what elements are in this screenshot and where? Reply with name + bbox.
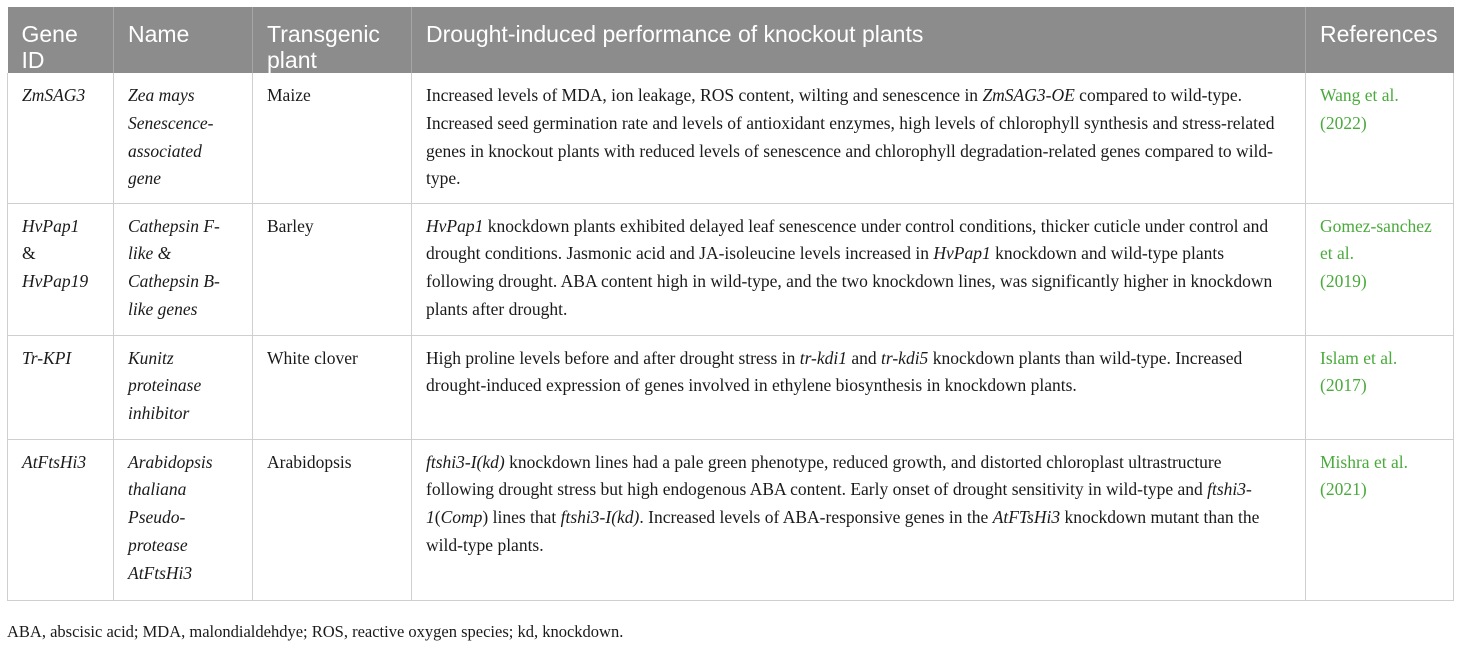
header-gene-id: Gene ID [8,7,114,73]
gene-id-cell: HvPap1 & HvPap19 [8,203,114,335]
transgenic-plant-cell: Maize [253,73,412,203]
table-footnote: ABA, abscisic acid; MDA, malondialdehdye; ROS, reactive oxygen species; kd, knockdown. [7,622,624,641]
reference-year: (2019) [1320,271,1367,292]
gene-id-cell: AtFtsHi3 [8,439,114,600]
reference-name: Mishra et al. [1320,451,1408,472]
gene-name-cell: Arabidopsis thaliana Pseudo-protease AtFtsHi3 [114,439,253,600]
reference-link[interactable] [1306,335,1454,439]
gene-name-cell: Zea mays Senescence-associated gene [114,73,253,203]
gene-name-cell: Cathepsin F-like & Cathepsin B-like genes [114,203,253,335]
performance-cell: High proline levels before and after drought stress in tr-kdi1 and tr-kdi5 knockdown plants than wild-type. Increased drought-induced expression of genes involved in ethylene biosynthesis in knockdown plants. [412,335,1306,439]
header-references: References [1306,7,1454,73]
table-row [8,439,1454,600]
reference-link[interactable] [1306,73,1454,203]
reference-year: (2022) [1320,112,1367,133]
transgenic-plant-cell: White clover [253,335,412,439]
table-row [8,335,1454,439]
header-transgenic-plant: Transgenic plant [253,7,412,73]
header-row [8,7,1454,73]
reference-link[interactable] [1306,439,1454,600]
gene-id-cell: Tr-KPI [8,335,114,439]
header-name: Name [114,7,253,73]
reference-name: Gomez-sanchez et al. [1320,215,1432,264]
performance-cell: Increased levels of MDA, ion leakage, ROS content, wilting and senescence in ZmSAG3-OE compared to wild-type. Increased seed germination rate and levels of antioxidant enzymes, high levels of chlorophyll synthesis and stress-related genes in knockout plants with reduced levels of senescence and chlorophyll degradation-related genes compared to wild-type. [412,73,1306,203]
header-performance: Drought-induced performance of knockout plants [412,7,1306,73]
reference-name: Wang et al. [1320,85,1399,105]
transgenic-plant-cell: Barley [253,203,412,335]
reference-year: (2017) [1320,375,1367,396]
gene-name-cell: Kunitz proteinase inhibitor [114,335,253,439]
table-row [8,73,1454,203]
reference-year: (2021) [1320,479,1367,500]
performance-cell: ftshi3-I(kd) knockdown lines had a pale green phenotype, reduced growth, and distorted chloroplast ultrastructure following drought stress but high endogenous ABA content. Early onset of drought sensitivity in wild-type and ftshi3-1(Comp) lines that ftshi3-I(kd). Increased levels of ABA-responsive genes in the AtFTsHi3 knockdown mutant than the wild-type plants. [412,439,1306,600]
table-row [8,203,1454,335]
performance-cell: HvPap1 knockdown plants exhibited delayed leaf senescence under control conditions, thicker cuticle under control and drought conditions. Jasmonic acid and JA-isoleucine levels increased in HvPap1 knockdown and wild-type plants following drought. ABA content high in wild-type, and the two knockdown lines, was significantly higher in knockdown plants after drought. [412,203,1306,335]
reference-name: Islam et al. [1320,347,1398,368]
transgenic-plant-cell: Arabidopsis [253,439,412,600]
gene-table [7,7,1454,601]
gene-id-cell: ZmSAG3 [8,73,114,203]
reference-link[interactable] [1306,203,1454,335]
